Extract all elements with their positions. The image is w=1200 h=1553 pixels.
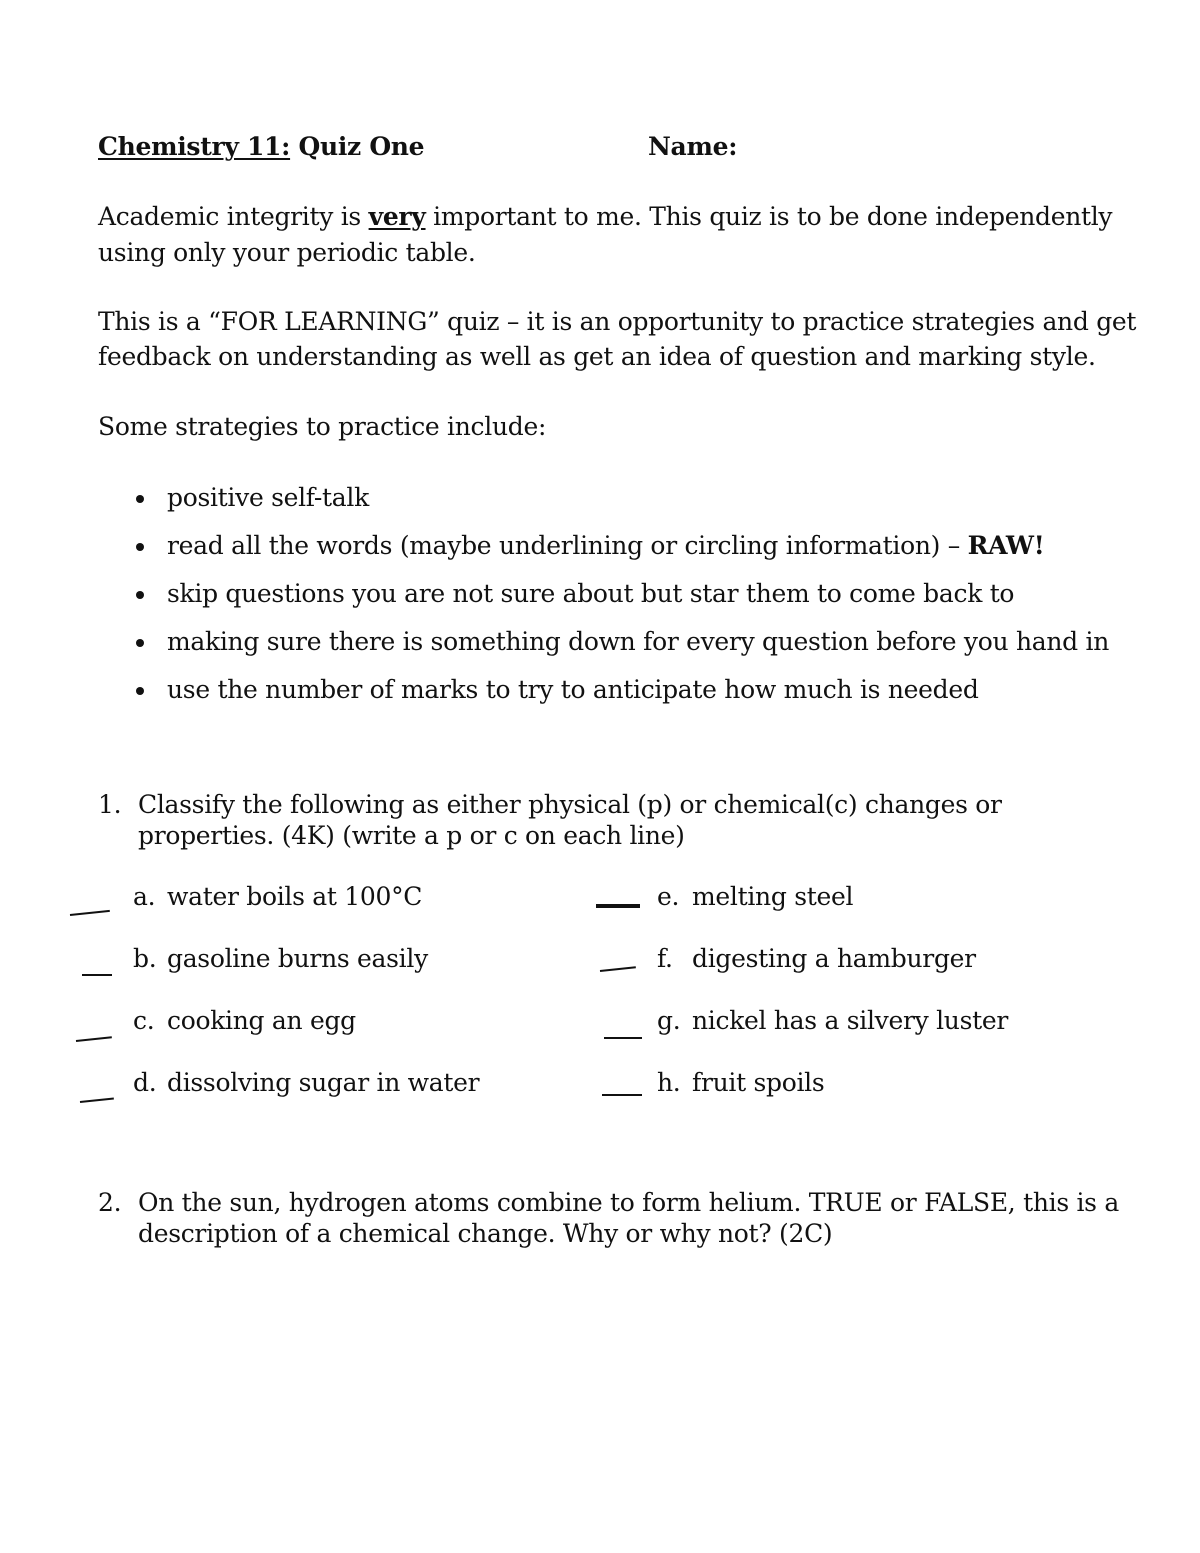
integrity-text-post: important to me. This quiz is to be done independently — [425, 202, 1113, 231]
learning-line-2: feedback on understanding as well as get an idea of question and marking style. — [98, 342, 1096, 371]
item-letter-e: e. — [657, 882, 680, 911]
list-item-emphasis: RAW! — [967, 531, 1045, 560]
bullet-icon — [136, 591, 144, 599]
list-item — [167, 579, 1014, 608]
question-2-line-2: description of a chemical change. Why or why not? (2C) — [138, 1219, 833, 1248]
bullet-icon — [136, 639, 144, 647]
answer-blank-c[interactable] — [76, 1036, 112, 1042]
question-1-line-1: Classify the following as either physical (p) or chemical(c) changes or — [138, 790, 1002, 819]
answer-blank-e[interactable] — [596, 904, 640, 908]
question-1-number: 1. — [98, 790, 122, 819]
item-letter-c: c. — [133, 1006, 155, 1035]
learning-line-1: This is a “FOR LEARNING” quiz – it is an opportunity to practice strategies and get — [98, 307, 1137, 336]
item-letter-d: d. — [133, 1068, 157, 1097]
course-name: Chemistry 11: — [98, 132, 291, 161]
quiz-name: Quiz One — [290, 132, 425, 161]
list-item — [167, 531, 1044, 560]
name-label: Name: — [648, 132, 738, 161]
strategies-heading: Some strategies to practice include: — [98, 412, 547, 441]
list-item-text: positive self-talk — [167, 483, 369, 512]
item-letter-f: f. — [657, 944, 673, 973]
integrity-line-1 — [98, 202, 1112, 231]
question-2-line-1: On the sun, hydrogen atoms combine to form helium. TRUE or FALSE, this is a — [138, 1188, 1119, 1217]
list-item-text: read all the words (maybe underlining or circling information) – — [167, 531, 968, 560]
item-text-c: cooking an egg — [167, 1006, 356, 1035]
item-letter-b: b. — [133, 944, 157, 973]
answer-blank-a[interactable] — [70, 910, 110, 916]
list-item — [167, 675, 979, 704]
item-text-d: dissolving sugar in water — [167, 1068, 480, 1097]
list-item-text: skip questions you are not sure about but star them to come back to — [167, 579, 1015, 608]
bullet-icon — [136, 687, 144, 695]
integrity-emphasis: very — [368, 202, 426, 231]
list-item-text: use the number of marks to try to anticipate how much is needed — [167, 675, 979, 704]
bullet-icon — [136, 543, 144, 551]
list-item — [167, 627, 1109, 656]
integrity-line-2: using only your periodic table. — [98, 238, 476, 267]
item-text-h: fruit spoils — [692, 1068, 825, 1097]
integrity-text-pre: Academic integrity is — [98, 202, 369, 231]
item-letter-h: h. — [657, 1068, 681, 1097]
list-item — [167, 483, 369, 512]
item-letter-g: g. — [657, 1006, 681, 1035]
item-text-b: gasoline burns easily — [167, 944, 428, 973]
item-text-g: nickel has a silvery luster — [692, 1006, 1008, 1035]
answer-blank-h[interactable] — [602, 1094, 642, 1096]
question-1-line-2: properties. (4K) (write a p or c on each line) — [138, 821, 685, 850]
answer-blank-f[interactable] — [600, 966, 636, 972]
answer-blank-d[interactable] — [80, 1097, 114, 1103]
question-2-number: 2. — [98, 1188, 122, 1217]
item-text-e: melting steel — [692, 882, 854, 911]
answer-blank-g[interactable] — [604, 1037, 642, 1039]
answer-blank-b[interactable] — [82, 974, 112, 976]
list-item-text: making sure there is something down for every question before you hand in — [167, 627, 1109, 656]
item-text-f: digesting a hamburger — [692, 944, 976, 973]
item-text-a: water boils at 100°C — [167, 882, 423, 911]
item-letter-a: a. — [133, 882, 156, 911]
quiz-title — [98, 132, 424, 161]
bullet-icon — [136, 495, 144, 503]
